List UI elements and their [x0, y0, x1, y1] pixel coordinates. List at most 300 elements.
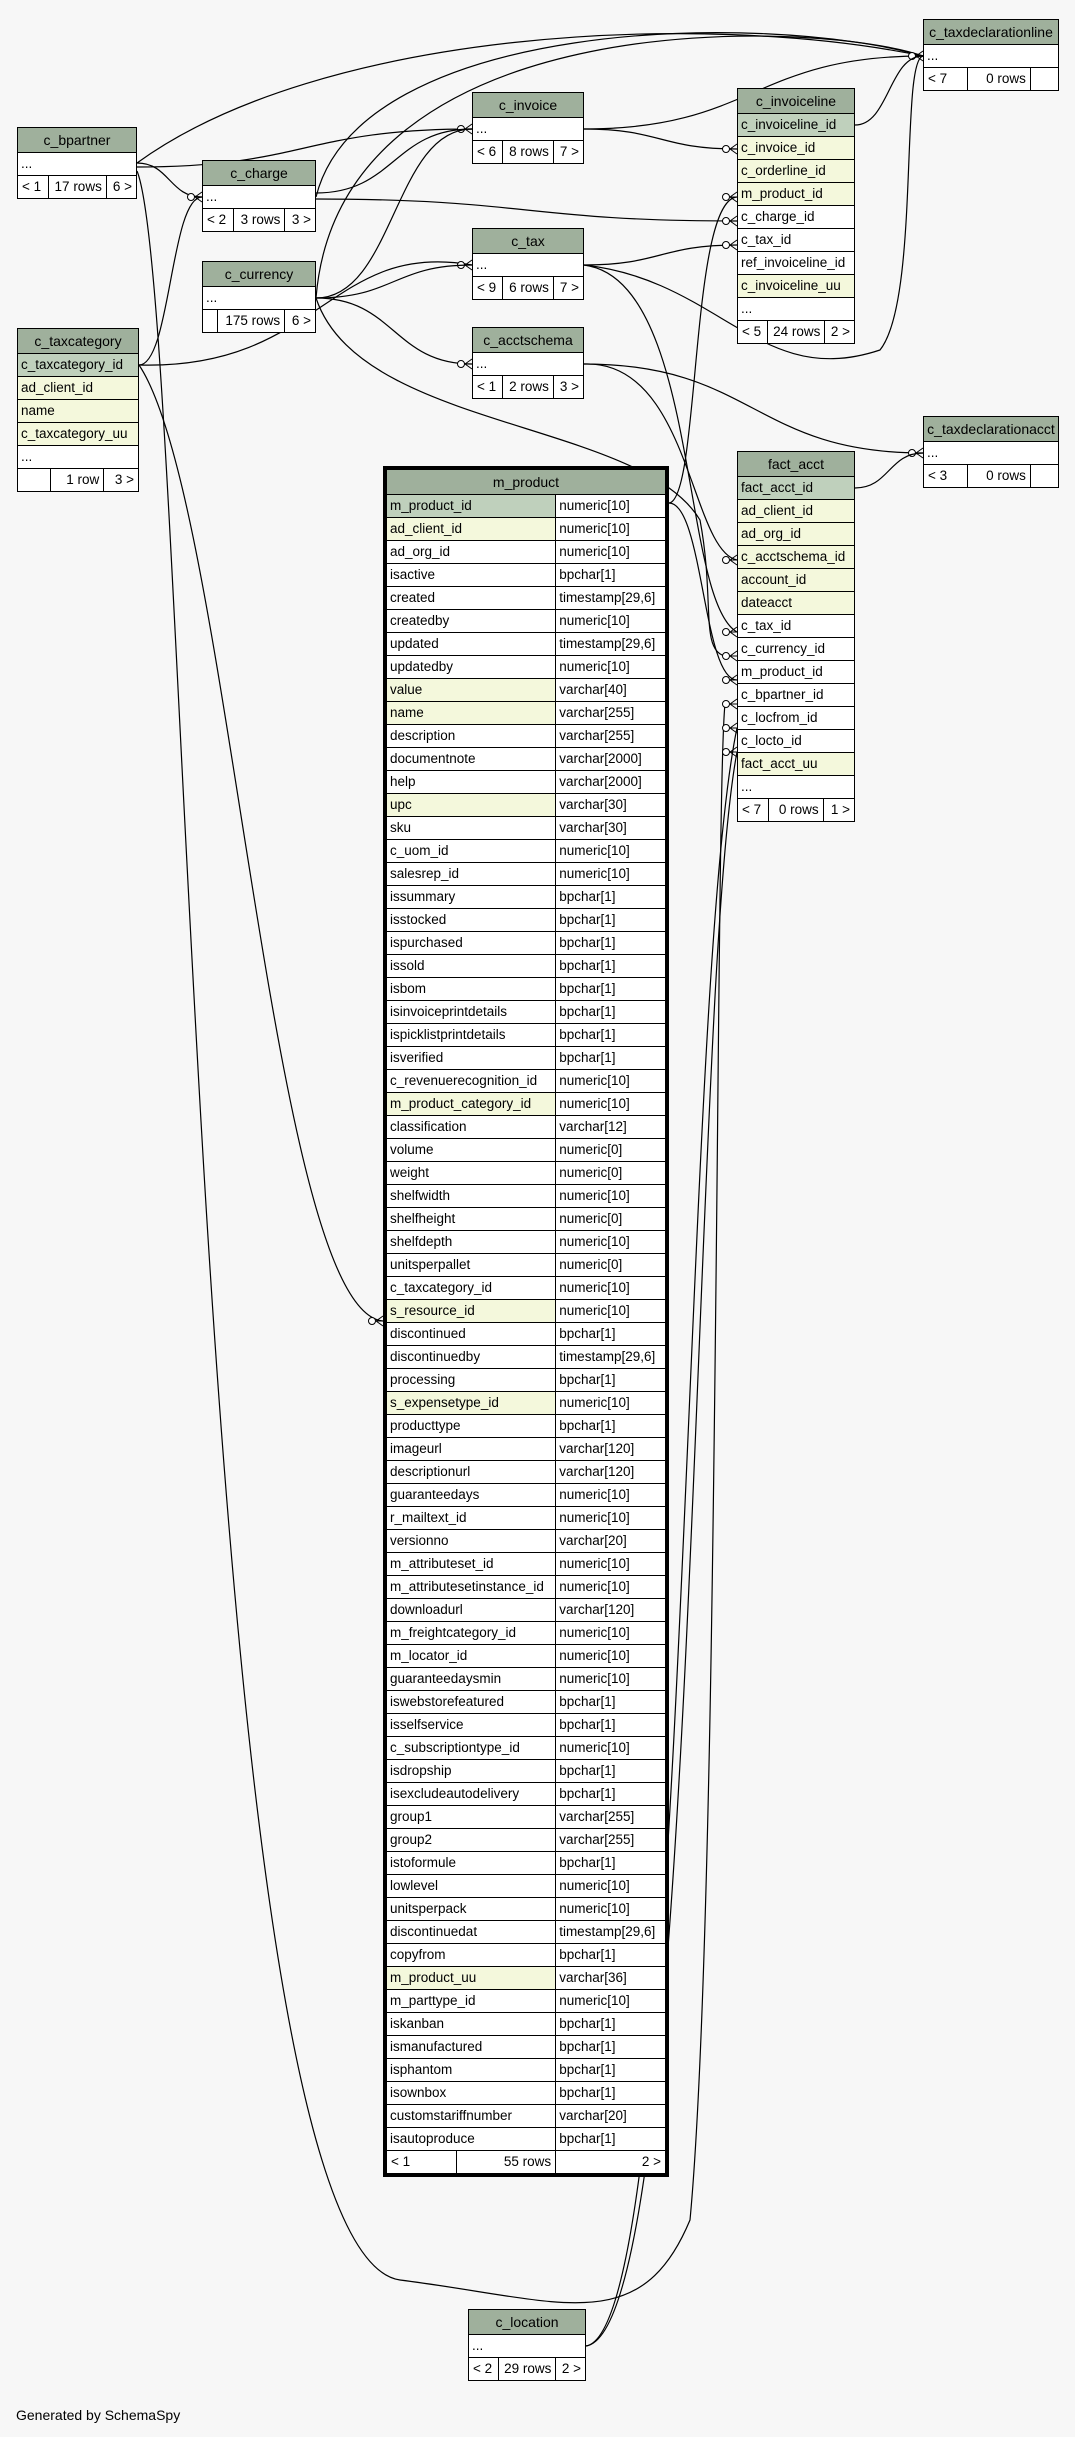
column-type: numeric[10] — [556, 840, 667, 863]
children-count: 2 > — [825, 321, 855, 344]
column-name: guaranteedays — [385, 1484, 556, 1507]
column-name: fact_acct_id — [738, 477, 855, 500]
column-row — [385, 1875, 667, 1898]
children-count: 3 > — [104, 469, 139, 492]
children-count: 3 > — [553, 376, 583, 399]
column-row — [738, 661, 855, 684]
column-name: isdropship — [385, 1760, 556, 1783]
column-type: numeric[10] — [556, 863, 667, 886]
parents-count — [18, 469, 51, 492]
column-name: c_orderline_id — [738, 160, 855, 183]
column-row — [385, 1599, 667, 1622]
relationship-line — [855, 453, 923, 488]
column-row — [385, 1346, 667, 1369]
row-count: 29 rows — [498, 2358, 556, 2381]
row-count: 0 rows — [769, 799, 823, 822]
column-row — [385, 518, 667, 541]
column-row — [738, 137, 855, 160]
table-name: c_taxcategory — [18, 329, 139, 354]
table-name: c_tax — [473, 229, 584, 254]
column-name: isautoproduce — [385, 2128, 556, 2151]
column-name: ... — [924, 442, 1059, 465]
relationship-line — [137, 163, 202, 197]
parents-count: < 1 — [18, 176, 49, 199]
row-count: 1 row — [50, 469, 103, 492]
column-name: unitsperpallet — [385, 1254, 556, 1277]
column-name: r_mailtext_id — [385, 1507, 556, 1530]
column-name: classification — [385, 1116, 556, 1139]
column-type: numeric[10] — [556, 495, 667, 518]
parents-count: < 7 — [924, 68, 968, 91]
column-name: ad_org_id — [738, 523, 855, 546]
column-row — [385, 978, 667, 1001]
row-count: 3 rows — [233, 209, 285, 232]
column-name: customstariffnumber — [385, 2105, 556, 2128]
column-row — [738, 615, 855, 638]
column-type: varchar[2000] — [556, 748, 667, 771]
column-name: weight — [385, 1162, 556, 1185]
column-name: ispurchased — [385, 932, 556, 955]
column-row — [738, 707, 855, 730]
parents-count: < 6 — [473, 141, 503, 164]
column-name: issummary — [385, 886, 556, 909]
column-type: numeric[10] — [556, 1875, 667, 1898]
column-name: volume — [385, 1139, 556, 1162]
column-row — [385, 1645, 667, 1668]
column-row — [385, 1323, 667, 1346]
column-name: ... — [203, 287, 316, 310]
column-type: varchar[2000] — [556, 771, 667, 794]
column-type: varchar[30] — [556, 794, 667, 817]
column-name: issold — [385, 955, 556, 978]
column-type: numeric[0] — [556, 1139, 667, 1162]
relationship-line — [316, 199, 737, 221]
children-count: 6 > — [106, 176, 136, 199]
table-c-acctschema[interactable] — [472, 327, 584, 399]
column-row — [738, 776, 855, 799]
table-c-taxdeclarationline[interactable] — [923, 19, 1059, 91]
column-row — [385, 679, 667, 702]
column-type: numeric[10] — [556, 1392, 667, 1415]
column-row — [385, 1484, 667, 1507]
column-row — [385, 1208, 667, 1231]
column-row — [469, 2335, 586, 2358]
column-type: varchar[20] — [556, 1530, 667, 1553]
table-name: m_product — [385, 468, 667, 495]
relationship-line — [139, 197, 202, 365]
column-name: versionno — [385, 1530, 556, 1553]
column-type: numeric[10] — [556, 1185, 667, 1208]
column-name: isverified — [385, 1047, 556, 1070]
column-row — [385, 1047, 667, 1070]
column-name: isinvoiceprintdetails — [385, 1001, 556, 1024]
column-name: s_expensetype_id — [385, 1392, 556, 1415]
parents-count — [203, 310, 218, 333]
column-row — [738, 229, 855, 252]
column-row — [385, 909, 667, 932]
row-count: 2 rows — [503, 376, 554, 399]
column-type: numeric[10] — [556, 1070, 667, 1093]
column-row — [203, 186, 316, 209]
table-c-bpartner[interactable] — [17, 127, 137, 199]
column-name: copyfrom — [385, 1944, 556, 1967]
row-count: 6 rows — [503, 277, 554, 300]
crows-foot-marker — [723, 216, 738, 226]
table-c-invoice[interactable] — [472, 92, 584, 164]
relationship-line — [584, 129, 737, 149]
column-row — [385, 633, 667, 656]
column-row — [385, 1438, 667, 1461]
column-name: c_invoice_id — [738, 137, 855, 160]
column-type: numeric[10] — [556, 656, 667, 679]
column-name: group1 — [385, 1806, 556, 1829]
children-count: 7 > — [553, 141, 583, 164]
crows-foot-marker — [723, 627, 738, 637]
column-row — [385, 1622, 667, 1645]
row-count: 55 rows — [456, 2151, 555, 2176]
column-row — [738, 500, 855, 523]
column-row — [385, 1829, 667, 1852]
column-type: timestamp[29,6] — [556, 633, 667, 656]
column-name: c_taxcategory_uu — [18, 423, 139, 446]
table-name: c_location — [469, 2310, 586, 2335]
generated-by-footer: Generated by SchemaSpy — [16, 2407, 181, 2423]
table-name: c_invoiceline — [738, 89, 855, 114]
column-type: varchar[40] — [556, 679, 667, 702]
relationship-line — [316, 265, 472, 298]
row-count: 0 rows — [967, 68, 1030, 91]
crows-foot-marker — [723, 240, 738, 250]
children-count: 3 > — [285, 209, 316, 232]
column-name: c_locto_id — [738, 730, 855, 753]
column-name: ... — [473, 118, 584, 141]
column-row — [385, 1852, 667, 1875]
children-count: 1 > — [823, 799, 854, 822]
relationship-line — [584, 245, 737, 265]
column-name: m_product_category_id — [385, 1093, 556, 1116]
column-name: c_tax_id — [738, 615, 855, 638]
column-row — [738, 753, 855, 776]
column-type: numeric[10] — [556, 1668, 667, 1691]
column-row — [385, 725, 667, 748]
column-name: m_product_uu — [385, 1967, 556, 1990]
column-row — [385, 587, 667, 610]
row-count: 17 rows — [48, 176, 106, 199]
column-name: updated — [385, 633, 556, 656]
column-name: dateacct — [738, 592, 855, 615]
column-type: numeric[10] — [556, 1898, 667, 1921]
table-name: c_charge — [203, 161, 316, 186]
column-type: bpchar[1] — [556, 1852, 667, 1875]
column-name: c_locfrom_id — [738, 707, 855, 730]
column-row — [738, 206, 855, 229]
column-type: bpchar[1] — [556, 1760, 667, 1783]
column-name: c_taxcategory_id — [385, 1277, 556, 1300]
column-name: iswebstorefeatured — [385, 1691, 556, 1714]
column-row — [385, 564, 667, 587]
column-row — [738, 252, 855, 275]
column-type: numeric[10] — [556, 1553, 667, 1576]
column-row — [385, 955, 667, 978]
relationship-line — [316, 129, 472, 298]
column-type: bpchar[1] — [556, 2082, 667, 2105]
column-row — [385, 1530, 667, 1553]
column-type: bpchar[1] — [556, 2013, 667, 2036]
column-name: ... — [738, 298, 855, 321]
column-type: bpchar[1] — [556, 1001, 667, 1024]
table-name: c_currency — [203, 262, 316, 287]
column-name: m_attributeset_id — [385, 1553, 556, 1576]
column-row — [18, 446, 139, 469]
column-type: bpchar[1] — [556, 1783, 667, 1806]
table-name: c_taxdeclarationline — [924, 20, 1059, 45]
column-row — [385, 863, 667, 886]
column-row — [738, 183, 855, 206]
column-name: lowlevel — [385, 1875, 556, 1898]
column-row — [385, 1392, 667, 1415]
column-type: timestamp[29,6] — [556, 1346, 667, 1369]
column-type: numeric[10] — [556, 1990, 667, 2013]
row-count: 8 rows — [503, 141, 554, 164]
column-row — [385, 1507, 667, 1530]
column-name: isstocked — [385, 909, 556, 932]
column-row — [738, 684, 855, 707]
column-row — [385, 1231, 667, 1254]
column-row — [385, 1116, 667, 1139]
column-row — [385, 1760, 667, 1783]
column-name: ispicklistprintdetails — [385, 1024, 556, 1047]
column-row — [385, 1070, 667, 1093]
column-type: bpchar[1] — [556, 2128, 667, 2151]
column-row — [385, 840, 667, 863]
column-type: numeric[10] — [556, 541, 667, 564]
column-row — [385, 2105, 667, 2128]
column-name: ... — [473, 353, 584, 376]
column-row — [385, 886, 667, 909]
column-name: c_bpartner_id — [738, 684, 855, 707]
table-c-invoiceline[interactable] — [737, 88, 855, 344]
column-row — [385, 1093, 667, 1116]
children-count — [1030, 465, 1058, 488]
column-type: bpchar[1] — [556, 1714, 667, 1737]
crows-foot-marker — [723, 144, 738, 154]
table-c-taxcategory[interactable] — [17, 328, 139, 492]
parents-count: < 1 — [473, 376, 503, 399]
parents-count: < 3 — [924, 465, 968, 488]
column-type: bpchar[1] — [556, 1369, 667, 1392]
column-row — [385, 1691, 667, 1714]
table-m-product[interactable] — [383, 466, 669, 2177]
column-row — [385, 702, 667, 725]
column-name: isactive — [385, 564, 556, 587]
table-name: fact_acct — [738, 452, 855, 477]
column-row — [385, 1898, 667, 1921]
column-type: numeric[10] — [556, 1645, 667, 1668]
table-name: c_bpartner — [18, 128, 137, 153]
column-type: bpchar[1] — [556, 909, 667, 932]
column-type: numeric[10] — [556, 1231, 667, 1254]
column-row — [738, 730, 855, 753]
column-row — [385, 541, 667, 564]
column-name: m_product_id — [385, 495, 556, 518]
column-row — [385, 1461, 667, 1484]
parents-count: < 2 — [469, 2358, 499, 2381]
column-row — [385, 1944, 667, 1967]
column-name: istoformule — [385, 1852, 556, 1875]
crows-foot-marker — [369, 1316, 384, 1326]
column-name: shelfwidth — [385, 1185, 556, 1208]
column-type: varchar[30] — [556, 817, 667, 840]
column-type: varchar[20] — [556, 2105, 667, 2128]
column-type: varchar[255] — [556, 1806, 667, 1829]
table-c-tax[interactable] — [472, 228, 584, 300]
column-row — [385, 771, 667, 794]
column-name: ... — [469, 2335, 586, 2358]
column-type: varchar[12] — [556, 1116, 667, 1139]
column-row — [385, 1300, 667, 1323]
column-name: salesrep_id — [385, 863, 556, 886]
column-name: c_invoiceline_id — [738, 114, 855, 137]
column-row — [385, 1139, 667, 1162]
crows-foot-marker — [723, 651, 738, 661]
column-name: description — [385, 725, 556, 748]
column-row — [924, 442, 1059, 465]
column-type: bpchar[1] — [556, 1944, 667, 1967]
column-name: documentnote — [385, 748, 556, 771]
column-name: isphantom — [385, 2059, 556, 2082]
column-name: ad_client_id — [385, 518, 556, 541]
column-type: bpchar[1] — [556, 564, 667, 587]
column-type: numeric[10] — [556, 1484, 667, 1507]
column-name: updatedby — [385, 656, 556, 679]
column-name: ... — [473, 254, 584, 277]
crows-foot-marker — [723, 699, 738, 709]
column-name: m_freightcategory_id — [385, 1622, 556, 1645]
table-name: c_acctschema — [473, 328, 584, 353]
column-name: sku — [385, 817, 556, 840]
column-row — [385, 817, 667, 840]
column-name: c_taxcategory_id — [18, 354, 139, 377]
crows-foot-marker — [458, 359, 473, 369]
column-type: numeric[10] — [556, 1093, 667, 1116]
children-count: 7 > — [553, 277, 583, 300]
column-name: descriptionurl — [385, 1461, 556, 1484]
column-name: c_invoiceline_uu — [738, 275, 855, 298]
column-type: varchar[255] — [556, 702, 667, 725]
column-type: timestamp[29,6] — [556, 587, 667, 610]
column-row — [738, 298, 855, 321]
parents-count: < 7 — [738, 799, 769, 822]
column-name: ... — [18, 153, 137, 176]
column-row — [385, 2036, 667, 2059]
column-name: c_uom_id — [385, 840, 556, 863]
parents-count: < 9 — [473, 277, 503, 300]
column-type: numeric[10] — [556, 1300, 667, 1323]
column-name: c_revenuerecognition_id — [385, 1070, 556, 1093]
column-name: imageurl — [385, 1438, 556, 1461]
column-name: iskanban — [385, 2013, 556, 2036]
column-row — [385, 1162, 667, 1185]
row-count: 0 rows — [967, 465, 1030, 488]
column-name: discontinued — [385, 1323, 556, 1346]
column-name: ad_client_id — [738, 500, 855, 523]
column-name: ... — [18, 446, 139, 469]
row-count: 24 rows — [767, 321, 825, 344]
column-name: shelfdepth — [385, 1231, 556, 1254]
column-row — [18, 354, 139, 377]
column-row — [924, 45, 1059, 68]
column-name: isbom — [385, 978, 556, 1001]
column-row — [203, 287, 316, 310]
column-name: unitsperpack — [385, 1898, 556, 1921]
table-fact-acct[interactable] — [737, 451, 855, 822]
table-c-taxdeclarationacct[interactable] — [923, 416, 1059, 488]
column-type: numeric[10] — [556, 1576, 667, 1599]
column-row — [385, 1737, 667, 1760]
column-name: m_product_id — [738, 183, 855, 206]
column-type: numeric[10] — [556, 518, 667, 541]
column-type: bpchar[1] — [556, 932, 667, 955]
table-c-currency[interactable] — [202, 261, 316, 333]
column-name: value — [385, 679, 556, 702]
table-c-charge[interactable] — [202, 160, 316, 232]
column-type: bpchar[1] — [556, 2059, 667, 2082]
column-row — [385, 656, 667, 679]
relationship-line — [316, 298, 472, 364]
column-name: name — [18, 400, 139, 423]
children-count: 2 > — [556, 2151, 667, 2176]
column-row — [385, 1783, 667, 1806]
column-row — [385, 610, 667, 633]
row-count: 175 rows — [218, 310, 285, 333]
column-row — [385, 2082, 667, 2105]
column-row — [738, 546, 855, 569]
column-name: s_resource_id — [385, 1300, 556, 1323]
column-row — [385, 1576, 667, 1599]
column-row — [473, 254, 584, 277]
column-type: bpchar[1] — [556, 886, 667, 909]
column-type: varchar[36] — [556, 1967, 667, 1990]
column-name: help — [385, 771, 556, 794]
column-row — [473, 353, 584, 376]
column-row — [385, 2128, 667, 2151]
column-name: c_charge_id — [738, 206, 855, 229]
column-name: created — [385, 587, 556, 610]
column-name: downloadurl — [385, 1599, 556, 1622]
column-type: numeric[10] — [556, 1737, 667, 1760]
column-name: discontinuedat — [385, 1921, 556, 1944]
column-type: bpchar[1] — [556, 1047, 667, 1070]
column-row — [18, 377, 139, 400]
column-row — [18, 153, 137, 176]
column-type: varchar[255] — [556, 1829, 667, 1852]
column-row — [738, 114, 855, 137]
column-type: varchar[120] — [556, 1599, 667, 1622]
column-type: numeric[0] — [556, 1254, 667, 1277]
table-c-location[interactable] — [468, 2309, 586, 2381]
parents-count: < 2 — [203, 209, 234, 232]
column-row — [738, 523, 855, 546]
column-name: discontinuedby — [385, 1346, 556, 1369]
column-name: m_parttype_id — [385, 1990, 556, 2013]
column-name: m_attributesetinstance_id — [385, 1576, 556, 1599]
column-name: isownbox — [385, 2082, 556, 2105]
parents-count: < 5 — [738, 321, 768, 344]
column-name: group2 — [385, 1829, 556, 1852]
column-row — [385, 932, 667, 955]
column-name: c_tax_id — [738, 229, 855, 252]
column-name: c_subscriptiontype_id — [385, 1737, 556, 1760]
